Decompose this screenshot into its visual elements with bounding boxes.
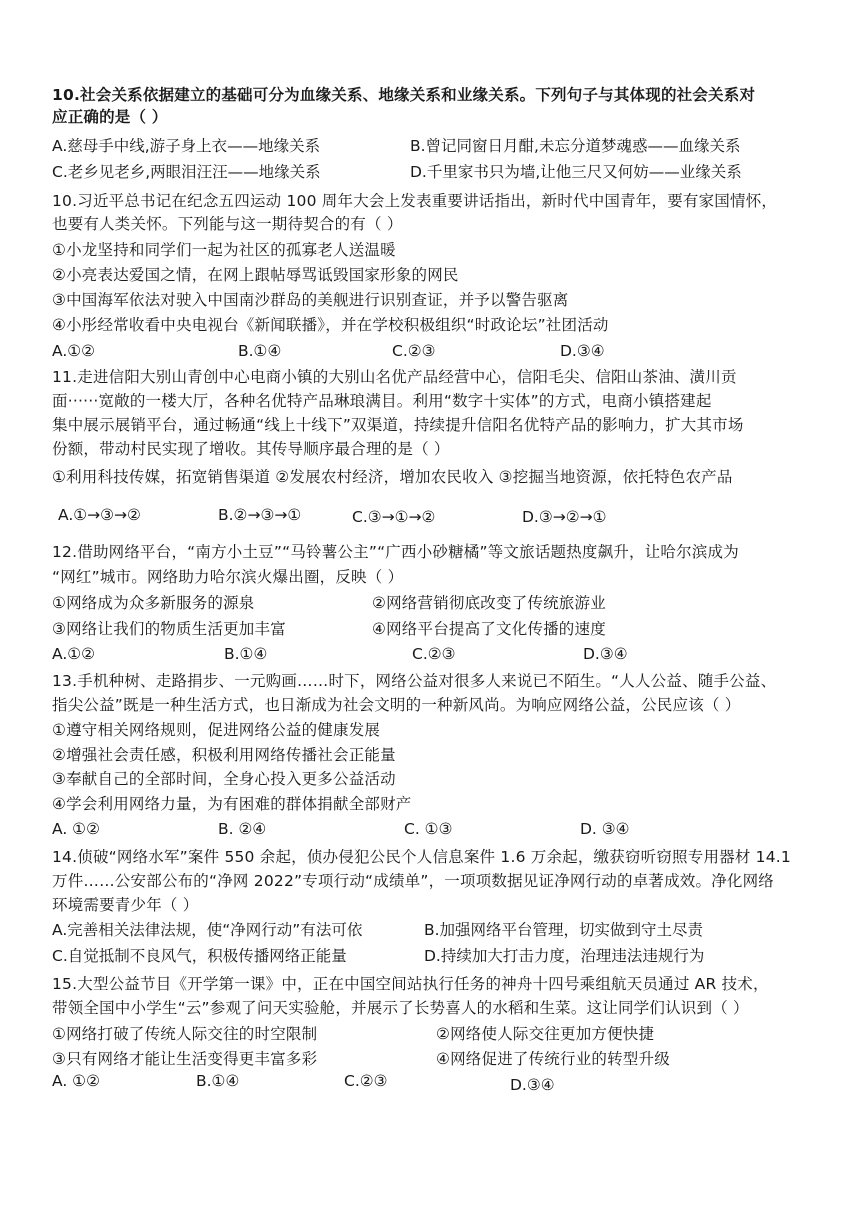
q5-item-4: ④学会利用网络力量，为有困难的群体捐献全部财产 (52, 795, 412, 813)
q3-item-1: ①利用科技传媒，拓宽销售渠道 ②发展农村经济，增加农民收入 ③挖掘当地资源，依托特色农产品 (52, 468, 733, 486)
q1-option-a: A.慈母手中线,游子身上衣——地缘关系 (52, 137, 321, 155)
q5-stem-line-2: 指尖公益”既是一种生活方式，也日渐成为社会文明的一种新风尚。为响应网络公益，公民应该（ ） (52, 696, 741, 714)
q4-item-4: ④网络平台提高了文化传播的速度 (372, 620, 606, 638)
q7-item-4: ④网络促进了传统行业的转型升级 (436, 1050, 670, 1068)
q6-option-d: D.持续加大打击力度，治理违法违规行为 (424, 947, 705, 965)
q3-option-b: B.②→③→① (218, 506, 302, 524)
q4-item-3: ③网络让我们的物质生活更加丰富 (52, 620, 286, 638)
q6-stem-line-3: 环境需要青少年（ ） (52, 896, 199, 914)
q3-option-a: A.①→③→② (58, 506, 141, 524)
q4-option-d: D.③④ (583, 645, 628, 663)
q1-option-c: C.老乡见老乡,两眼泪汪汪——地缘关系 (52, 163, 321, 181)
q2-option-c: C.②③ (392, 342, 436, 360)
q5-option-b: B. ②④ (218, 820, 267, 838)
q1-stem-line-1: 10.社会关系依据建立的基础可分为血缘关系、地缘关系和业缘关系。下列句子与其体现的社会关系对 (52, 86, 756, 104)
q3-stem-line-1: 11.走进信阳大别山青创中心电商小镇的大别山名优产品经营中心，信阳毛尖、信阳山茶油、潢川贡 (52, 368, 737, 386)
q7-option-c: C.②③ (344, 1072, 388, 1090)
q2-option-b: B.①④ (238, 342, 282, 360)
q4-stem-line-1: 12.借助网络平台，“南方小土豆”“马铃薯公主”“广西小砂糖橘”等文旅话题热度飙升，让哈尔滨成为 (52, 543, 739, 561)
q2-option-d: D.③④ (560, 342, 605, 360)
q1-option-b: B.曾记同窗日月酣,未忘分道梦魂惑——血缘关系 (410, 137, 741, 155)
q7-option-d: D.③④ (510, 1076, 555, 1094)
q7-option-a: A. ①② (52, 1072, 100, 1090)
q7-item-1: ①网络打破了传统人际交往的时空限制 (52, 1025, 318, 1043)
q3-stem-line-4: 份额，带动村民实现了增收。其传导顺序最合理的是（ ） (52, 440, 450, 458)
q6-stem-line-2: 万件……公安部公布的“净网 2022”专项行动“成绩单”，一项项数据见证净网行动的卓著成效。净化网络 (52, 872, 774, 890)
q5-option-c: C. ①③ (404, 820, 453, 838)
q4-item-2: ②网络营销彻底改变了传统旅游业 (372, 594, 606, 612)
q2-option-a: A.①② (52, 342, 96, 360)
q3-stem-line-2: 面······宽敞的一楼大厅，各种名优特产品琳琅满目。利用“数字十实体”的方式，电商小镇搭建起 (52, 392, 712, 410)
q1-option-d: D.千里家书只为墙,让他三尺又何妨——业缘关系 (410, 163, 742, 181)
q5-item-3: ③奉献自己的全部时间，全身心投入更多公益活动 (52, 770, 396, 788)
q5-option-d: D. ③④ (580, 820, 630, 838)
q2-item-1: ①小龙坚持和同学们一起为社区的孤寡老人送温暖 (52, 241, 396, 259)
q2-item-3: ③中国海军依法对驶入中国南沙群岛的美舰进行识别查证，并予以警告驱离 (52, 291, 569, 309)
q2-item-4: ④小彤经常收看中央电视台《新闻联播》，并在学校积极组织“时政论坛”社团活动 (52, 316, 609, 334)
q5-option-a: A. ①② (52, 820, 100, 838)
q6-option-b: B.加强网络平台管理，切实做到守土尽责 (424, 921, 704, 939)
q4-stem-line-2: “网红”城市。网络助力哈尔滨火爆出圈，反映（ ） (52, 568, 404, 586)
q7-item-2: ②网络使人际交往更加方便快捷 (436, 1025, 655, 1043)
q7-stem-line-2: 带领全国中小学生“云”参观了问天实验舱，并展示了长势喜人的水稻和生菜。这让同学们认识到（ ） (52, 999, 749, 1017)
q4-option-b: B.①④ (224, 645, 268, 663)
q4-item-1: ①网络成为众多新服务的源泉 (52, 594, 255, 612)
q6-option-c: C.自觉抵制不良风气，积极传播网络正能量 (52, 947, 347, 965)
q5-stem-line-1: 13.手机种树、走路捐步、一元购画……时下，网络公益对很多人来说已不陌生。“人人公益、随手公益、 (52, 672, 777, 690)
q4-option-c: C.②③ (412, 645, 456, 663)
q4-option-a: A.①② (52, 645, 96, 663)
q6-stem-line-1: 14.侦破“网络水军”案件 550 余起，侦办侵犯公民个人信息案件 1.6 万余起，缴获窃听窃照专用器材 14.1 (52, 848, 791, 866)
q2-stem-line-1: 10.习近平总书记在纪念五四运动 100 周年大会上发表重要讲话指出，新时代中国青年，要有家国情怀， (52, 192, 778, 210)
q6-option-a: A.完善相关法律法规，使“净网行动”有法可依 (52, 921, 363, 939)
q2-stem-line-2: 也要有人类关怀。下列能与这一期待契合的有（ ） (52, 215, 403, 233)
q3-option-c: C.③→①→② (352, 508, 436, 526)
q5-item-1: ①遵守相关网络规则，促进网络公益的健康发展 (52, 721, 381, 739)
q3-stem-line-3: 集中展示展销平台，通过畅通“线上十线下”双渠道，持续提升信阳名优特产品的影响力，扩大其市场 (52, 416, 744, 434)
q7-item-3: ③只有网络才能让生活变得更丰富多彩 (52, 1050, 318, 1068)
q7-option-b: B.①④ (196, 1072, 240, 1090)
q3-option-d: D.③→②→① (522, 508, 607, 526)
q5-item-2: ②增强社会责任感，积极利用网络传播社会正能量 (52, 746, 396, 764)
q1-stem-line-2: 应正确的是（ ） (52, 108, 168, 126)
q2-item-2: ②小亮表达爱国之情，在网上跟帖辱骂诋毁国家形象的网民 (52, 266, 459, 284)
q7-stem-line-1: 15.大型公益节目《开学第一课》中，正在中国空间站执行任务的神舟十四号乘组航天员通过 AR 技术， (52, 975, 769, 993)
